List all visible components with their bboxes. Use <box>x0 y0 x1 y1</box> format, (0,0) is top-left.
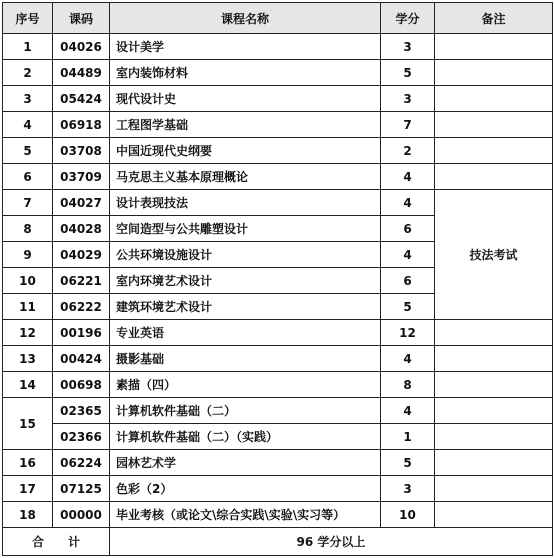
row-no: 12 <box>3 320 53 346</box>
row-credit: 6 <box>381 216 435 242</box>
row-credit: 1 <box>381 424 435 450</box>
row-name: 空间造型与公共雕塑设计 <box>110 216 381 242</box>
row-code: 04028 <box>53 216 110 242</box>
row-credit: 4 <box>381 190 435 216</box>
row-remark <box>435 164 553 190</box>
row-remark <box>435 450 553 476</box>
row-credit: 3 <box>381 34 435 60</box>
course-table <box>2 2 553 556</box>
row-code: 06221 <box>53 268 110 294</box>
row-code: 02365 <box>53 398 110 424</box>
table-row <box>3 502 553 528</box>
row-code: 04026 <box>53 34 110 60</box>
row-no: 2 <box>3 60 53 86</box>
row-code: 03708 <box>53 138 110 164</box>
total-label-text: 合计 <box>31 535 104 549</box>
row-code: 04029 <box>53 242 110 268</box>
row-name: 设计表现技法 <box>110 190 381 216</box>
row-credit: 5 <box>381 60 435 86</box>
row-no: 4 <box>3 112 53 138</box>
row-remark <box>435 60 553 86</box>
row-remark <box>435 112 553 138</box>
row-no: 8 <box>3 216 53 242</box>
row-credit: 7 <box>381 112 435 138</box>
row-credit: 3 <box>381 86 435 112</box>
row-code: 04027 <box>53 190 110 216</box>
table-row <box>3 190 553 216</box>
row-code: 00698 <box>53 372 110 398</box>
table-row <box>3 138 553 164</box>
table-row <box>3 372 553 398</box>
row-no: 1 <box>3 34 53 60</box>
table-row <box>3 112 553 138</box>
row-no: 6 <box>3 164 53 190</box>
row-code: 03709 <box>53 164 110 190</box>
row-no: 7 <box>3 190 53 216</box>
row-code: 06918 <box>53 112 110 138</box>
table-row <box>3 450 553 476</box>
row-no: 18 <box>3 502 53 528</box>
header-credit: 学分 <box>381 3 435 34</box>
row-name: 马克思主义基本原理概论 <box>110 164 381 190</box>
table-row <box>3 164 553 190</box>
row-remark <box>435 502 553 528</box>
row-code: 06224 <box>53 450 110 476</box>
total-value: 96 学分以上 <box>110 528 553 556</box>
row-credit: 4 <box>381 242 435 268</box>
table-row <box>3 424 553 450</box>
row-remark <box>435 476 553 502</box>
row-no: 3 <box>3 86 53 112</box>
row-credit: 4 <box>381 398 435 424</box>
table-row <box>3 34 553 60</box>
row-remark <box>435 372 553 398</box>
row-credit: 5 <box>381 294 435 320</box>
row-code: 00424 <box>53 346 110 372</box>
row-code: 04489 <box>53 60 110 86</box>
table-row <box>3 476 553 502</box>
row-code: 02366 <box>53 424 110 450</box>
row-no: 9 <box>3 242 53 268</box>
total-row <box>3 528 553 556</box>
row-remark <box>435 86 553 112</box>
row-name: 色彩（2） <box>110 476 381 502</box>
row-code: 00196 <box>53 320 110 346</box>
row-credit: 2 <box>381 138 435 164</box>
remark-merged-cell: 技法考试 <box>435 190 553 320</box>
row-credit: 3 <box>381 476 435 502</box>
row-name: 摄影基础 <box>110 346 381 372</box>
row-name: 设计美学 <box>110 34 381 60</box>
row-name: 专业英语 <box>110 320 381 346</box>
header-remark: 备注 <box>435 3 553 34</box>
row-name: 毕业考核（或论文\综合实践\实验\实习等） <box>110 502 381 528</box>
row-name: 室内环境艺术设计 <box>110 268 381 294</box>
header-row <box>3 3 553 34</box>
row-credit: 6 <box>381 268 435 294</box>
row-remark <box>435 346 553 372</box>
row-name: 计算机软件基础（二）（实践） <box>110 424 381 450</box>
header-code: 课码 <box>53 3 110 34</box>
row-name: 现代设计史 <box>110 86 381 112</box>
row-credit: 4 <box>381 346 435 372</box>
row-no: 5 <box>3 138 53 164</box>
row-no: 13 <box>3 346 53 372</box>
header-name: 课程名称 <box>110 3 381 34</box>
row-name: 素描（四） <box>110 372 381 398</box>
row-no: 11 <box>3 294 53 320</box>
row-code: 00000 <box>53 502 110 528</box>
row-credit: 12 <box>381 320 435 346</box>
row-code: 07125 <box>53 476 110 502</box>
header-no: 序号 <box>3 3 53 34</box>
row-name: 公共环境设施设计 <box>110 242 381 268</box>
row-credit: 4 <box>381 164 435 190</box>
total-label <box>3 528 110 556</box>
row-credit: 8 <box>381 372 435 398</box>
row-name: 计算机软件基础（二） <box>110 398 381 424</box>
table-row <box>3 320 553 346</box>
table-row <box>3 86 553 112</box>
row-no: 16 <box>3 450 53 476</box>
row-credit: 10 <box>381 502 435 528</box>
table-row <box>3 398 553 424</box>
row-remark <box>435 34 553 60</box>
row-no: 14 <box>3 372 53 398</box>
row-name: 室内装饰材料 <box>110 60 381 86</box>
row-name: 园林艺术学 <box>110 450 381 476</box>
row-credit: 5 <box>381 450 435 476</box>
row-name: 建筑环境艺术设计 <box>110 294 381 320</box>
row-remark <box>435 138 553 164</box>
row-remark <box>435 398 553 424</box>
row-code: 06222 <box>53 294 110 320</box>
table-row <box>3 346 553 372</box>
row-no: 10 <box>3 268 53 294</box>
row-code: 05424 <box>53 86 110 112</box>
row-remark <box>435 424 553 450</box>
row-no: 15 <box>3 398 53 450</box>
table-row <box>3 60 553 86</box>
row-name: 工程图学基础 <box>110 112 381 138</box>
row-remark <box>435 320 553 346</box>
row-name: 中国近现代史纲要 <box>110 138 381 164</box>
row-no: 17 <box>3 476 53 502</box>
